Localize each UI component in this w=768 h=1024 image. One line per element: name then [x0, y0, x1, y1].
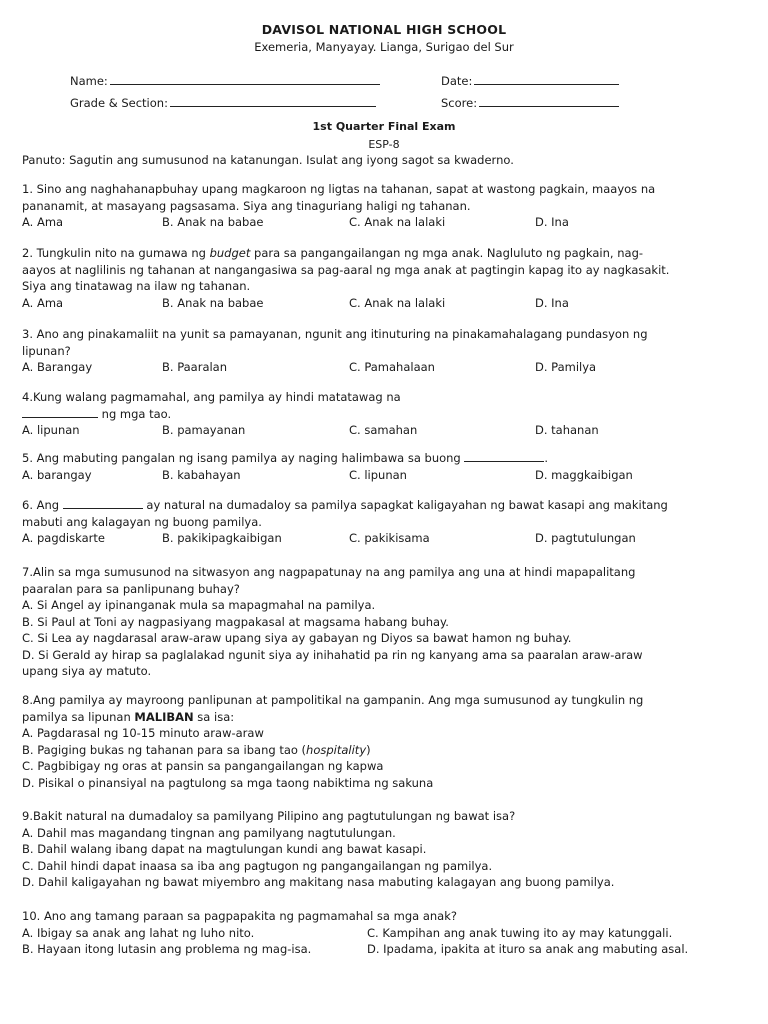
- option-a: A. Ama: [22, 295, 64, 310]
- option-d: D. Si Gerald ay hirap sa paglalakad ngunit siya ay inihahatid pa rin ng kanyang ama sa paaralan araw-araw: [22, 647, 643, 662]
- school-address: Exemeria, Manyayay. Lianga, Surigao del Sur: [254, 40, 514, 54]
- date-label: Date:: [441, 74, 473, 88]
- option-d: D. Ipadama, ipakita at ituro sa anak ang mabuting asal.: [367, 942, 689, 956]
- question-3: [22, 326, 752, 376]
- option-b: B. Hayaan itong lutasin ang problema ng mag-isa.: [22, 942, 312, 956]
- option-b: B. pakikipagkaibigan: [162, 531, 282, 545]
- option-c: C. samahan: [349, 423, 418, 437]
- question-text: lipunan?: [22, 343, 71, 358]
- option-b: B. pamayanan: [162, 423, 246, 437]
- question-10: [22, 908, 752, 958]
- question-7: [22, 564, 752, 680]
- question-6: [22, 497, 752, 547]
- option-d-continued: upang siya ay matuto.: [22, 664, 152, 678]
- option-a: A. Barangay: [22, 360, 93, 374]
- score-label: Score:: [441, 96, 478, 110]
- question-text: 5. Ang mabuting pangalan ng isang pamilya ay naging halimbawa sa buong .: [22, 451, 549, 465]
- question-9: [22, 808, 752, 891]
- question-4: [22, 389, 752, 439]
- question-text: ng mga tao.: [22, 406, 752, 423]
- option-a: A. Si Angel ay ipinanganak mula sa mapagmahal na pamilya.: [22, 598, 376, 612]
- option-b: B. Anak na babae: [162, 295, 264, 310]
- date-line: [474, 73, 619, 85]
- name-label: Name:: [70, 74, 108, 88]
- option-d: D. Ina: [535, 295, 569, 310]
- option-d: D. maggkaibigan: [535, 467, 633, 482]
- question-text: pamilya sa lipunan MALIBAN sa isa:: [22, 709, 235, 724]
- option-b: B. Paaralan: [162, 360, 228, 374]
- grade-section-field: [70, 95, 376, 110]
- option-c: C. pakikisama: [349, 531, 430, 545]
- option-a: A. Ibigay sa anak ang lahat ng luho nito.: [22, 925, 255, 940]
- hospitality-term: hospitality: [306, 742, 367, 757]
- option-c: C. Dahil hindi dapat inaasa sa iba ang pagtugon ng pangangailangan ng pamilya.: [22, 858, 493, 873]
- option-d: D. tahanan: [535, 423, 599, 437]
- answer-blank: [464, 450, 544, 462]
- maliban-emphasis: MALIBAN: [134, 709, 194, 724]
- option-d: D. Pamilya: [535, 360, 597, 374]
- exam-subject: ESP-8: [368, 138, 400, 151]
- option-a: A. lipunan: [22, 423, 80, 437]
- question-text: 1. Sino ang naghahanapbuhay upang magkaroon ng ligtas na tahanan, sapat at wastong pagkain, maayos na: [22, 182, 656, 196]
- budget-term: budget: [209, 246, 251, 260]
- question-text: aayos at naglilinis ng tahanan at nangangasiwa sa pag-aaral ng mga anak at pagtingin kapag ito ay nagkasakit.: [22, 262, 670, 277]
- option-a: A. barangay: [22, 467, 92, 482]
- answer-blank: [22, 406, 98, 418]
- option-c: C. lipunan: [349, 467, 407, 482]
- grade-section-label: Grade & Section:: [70, 96, 168, 110]
- option-d: D. Pisikal o pinansiyal na pagtulong sa mga taong nabiktima ng sakuna: [22, 775, 434, 790]
- question-text: 3. Ano ang pinakamaliit na yunit sa pamayanan, ngunit ang itinuturing na pinakamahalagang pundasyon ng: [22, 327, 648, 341]
- question-text: 8.Ang pamilya ay mayroong panlipunan at pampolitikal na gampanin. Ang mga sumusunod ay tungkulin ng: [22, 693, 644, 707]
- question-text: 9.Bakit natural na dumadaloy sa pamilyang Pilipino ang pagtutulungan ng bawat isa?: [22, 809, 516, 823]
- option-a: A. Ama: [22, 215, 64, 229]
- question-2: [22, 245, 752, 311]
- grade-section-line: [170, 95, 376, 107]
- option-c: C. Anak na lalaki: [349, 295, 446, 310]
- option-b: B. Anak na babae: [162, 215, 264, 229]
- option-c: C. Pagbibigay ng oras at pansin sa pangangailangan ng kapwa: [22, 759, 384, 773]
- question-text: Siya ang tinatawag na ilaw ng tahanan.: [22, 279, 251, 293]
- option-a: A. Dahil mas magandang tingnan ang pamilyang nagtutulungan.: [22, 825, 396, 840]
- school-name: DAVISOL NATIONAL HIGH SCHOOL: [261, 22, 507, 37]
- name-field: [70, 73, 380, 88]
- name-line: [110, 73, 380, 85]
- option-c: C. Kampihan ang anak tuwing ito ay may katunggali.: [367, 925, 673, 940]
- question-text: 7.Alin sa mga sumusunod na sitwasyon ang nagpapatunay na ang pamilya ang una at hindi mapapalitang: [22, 565, 636, 579]
- score-field: [441, 95, 619, 110]
- question-text: 2. Tungkulin nito na gumawa ng budget para sa pangangailangan ng mga anak. Nagluluto ng pagkain, nag-: [22, 246, 644, 260]
- option-d: D. Ina: [535, 215, 569, 229]
- question-text: 10. Ano ang tamang paraan sa pagpapakita ng pagmamahal sa mga anak?: [22, 909, 457, 923]
- option-d: D. pagtutulungan: [535, 531, 636, 545]
- option-d: D. Dahil kaligayahan ng bawat miyembro ang makitang nasa mabuting kalagayan ang buong pamilya.: [22, 875, 615, 889]
- option-b: B. Pagiging bukas ng tahanan para sa ibang tao (hospitality): [22, 742, 371, 757]
- instructions: Panuto: Sagutin ang sumusunod na katanungan. Isulat ang iyong sagot sa kwaderno.: [22, 153, 514, 167]
- option-b: B. Si Paul at Toni ay nagpasiyang magpakasal at magsama habang buhay.: [22, 614, 449, 629]
- question-text: paaralan para sa panlipunang buhay?: [22, 581, 240, 596]
- answer-blank: [63, 497, 143, 509]
- score-line: [479, 95, 619, 107]
- question-5: [22, 450, 752, 483]
- question-text: mabuti ang kalagayan ng buong pamilya.: [22, 514, 262, 529]
- option-c: C. Anak na lalaki: [349, 215, 446, 229]
- question-text: 4.Kung walang pagmamahal, ang pamilya ay hindi matatawag na: [22, 390, 401, 404]
- option-a: A. pagdiskarte: [22, 531, 105, 545]
- option-a: A. Pagdarasal ng 10-15 minuto araw-araw: [22, 726, 264, 740]
- date-field: [441, 73, 619, 88]
- option-b: B. Dahil walang ibang dapat na magtulungan kundi ang bawat kasapi.: [22, 842, 427, 856]
- option-c: C. Si Lea ay nagdarasal araw-araw upang siya ay gabayan ng Diyos sa bawat hamon ng buhay.: [22, 631, 572, 645]
- exam-title: 1st Quarter Final Exam: [312, 120, 456, 133]
- question-text: 6. Ang ay natural na dumadaloy sa pamilya sapagkat kaligayahan ng bawat kasapi ang makitang: [22, 498, 668, 512]
- option-b: B. kabahayan: [162, 467, 241, 482]
- question-text: pananamit, at masayang pagsasama. Siya ang tinaguriang haligi ng tahanan.: [22, 198, 471, 213]
- option-c: C. Pamahalaan: [349, 360, 435, 374]
- question-8: [22, 692, 752, 791]
- question-1: [22, 181, 752, 231]
